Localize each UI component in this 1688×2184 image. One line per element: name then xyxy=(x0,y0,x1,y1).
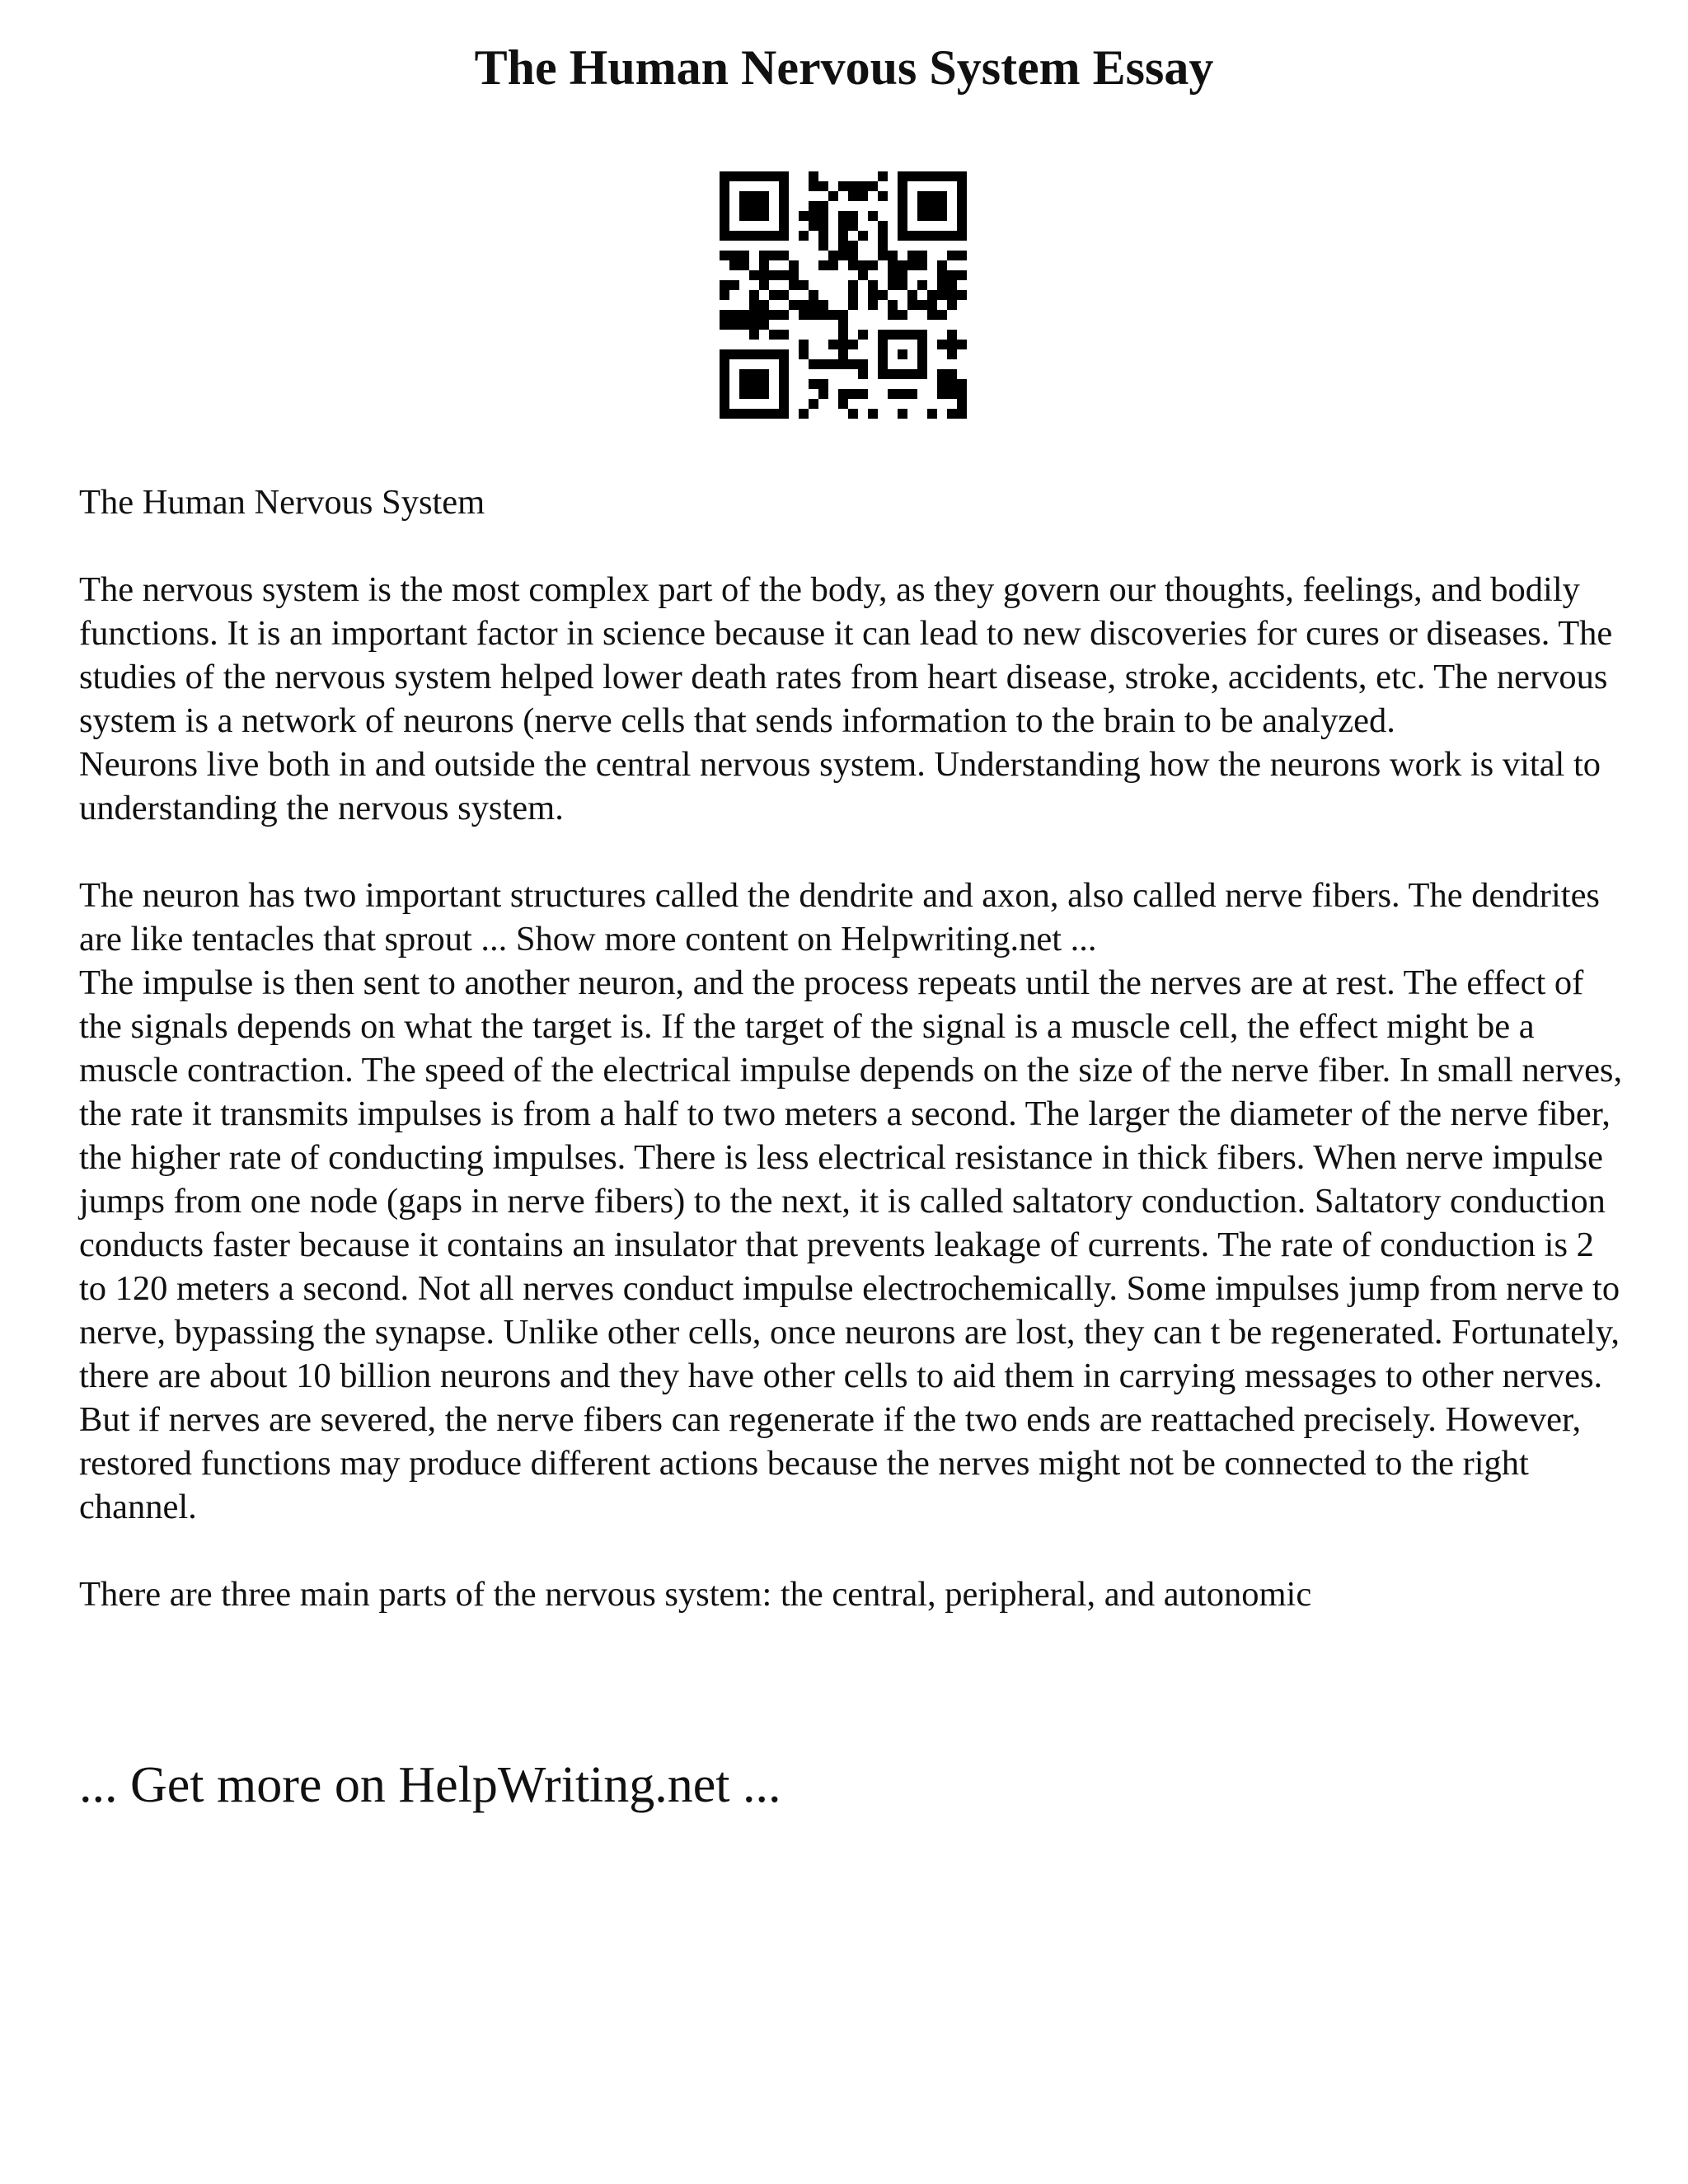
paragraph: The impulse is then sent to another neuron, and the process repeats until the nerves are at rest. The effect of the signals depends on what the target is. If the target of the signal is a muscle cell, the effect might be a muscle contraction. The speed of the electrical impulse depends on the size of the nerve fiber. In small nerves, the rate it transmits impulses is from a half to two meters a second. The larger the diameter of the nerve fiber, the higher rate of conducting impulses. There is less electrical resistance in thick fibers. When nerve impulse jumps from one node (gaps in nerve fibers) to the next, it is called saltatory conduction. Saltatory conduction conducts faster because it contains an insulator that prevents leakage of currents. The rate of conduction is 2 to 120 meters a second. Not all nerves conduct impulse electrochemically. Some impulses jump from nerve to nerve, bypassing the synapse. Unlike other cells, once neurons are lost, they can t be regenerated. Fortunately, there are about 10 billion neurons and they have other cells to aid them in carrying messages to other nerves. But if nerves are severed, the nerve fibers can regenerate if the two ends are reattached precisely. However, restored functions may produce different actions because the nerves might not be connected to the right channel. xyxy=(79,963,1623,1526)
paragraph: The nervous system is the most complex part of the body, as they govern our thoughts, feelings, and bodily functions. It is an important factor in science because it can lead to new discoveries for cures or diseases. The studies of the nervous system helped lower death rates from heart disease, stroke, accidents, etc. The nervous system is a network of neurons (nerve cells that sends information to the brain to be analyzed. xyxy=(79,570,1613,740)
paragraph: There are three main parts of the nervous system: the central, peripheral, and autonomic xyxy=(79,1575,1312,1614)
get-more-link[interactable]: ... Get more on HelpWriting.net ... xyxy=(79,1757,781,1813)
paragraph: Neurons live both in and outside the central nervous system. Understanding how the neurons work is vital to understanding the nervous system. xyxy=(79,745,1601,827)
page-title: The Human Nervous System Essay xyxy=(474,40,1214,95)
paragraph: The neuron has two important structures called the dendrite and axon, also called nerve fibers. The dendrites are like tentacles that sprout ... Show more content on Helpwriting.net ... xyxy=(79,876,1600,958)
essay-body xyxy=(79,480,1629,1616)
essay-heading: The Human Nervous System xyxy=(79,483,485,522)
qr-code-icon xyxy=(720,171,967,419)
